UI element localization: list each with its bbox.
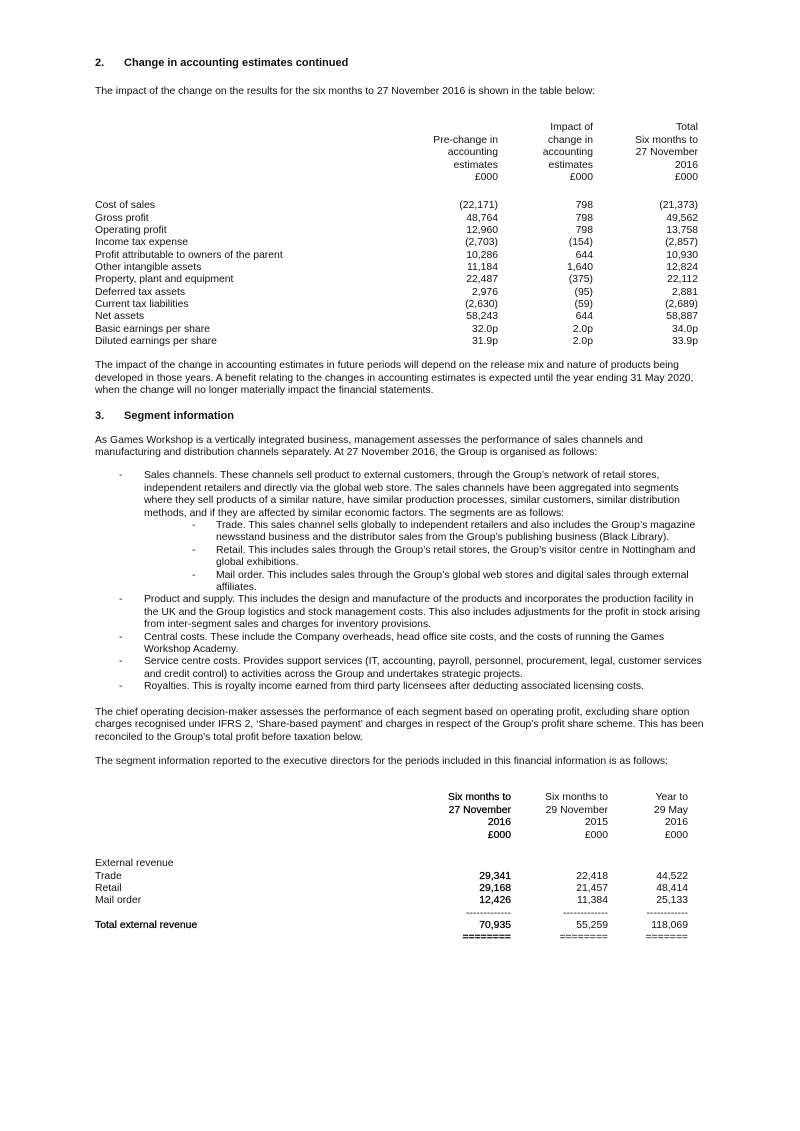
table-row [95,237,705,249]
row-label: Total external revenue [95,919,198,931]
table-row [95,274,705,286]
cell-value: 21,457 [576,882,608,894]
cell-value: 11,184 [466,262,498,274]
segment-table-header [95,792,705,844]
cell-value: 33.9p [671,336,698,348]
table-row [95,895,705,907]
cell-value: (22,171) [459,200,498,212]
table-row [95,299,705,311]
row-label: Other intangible assets [95,262,202,274]
section-2-closing: The impact of the change in accounting estimates in future periods will depend on the release mix and nature of products being developed in those years. A benefit relating to the changes in accounting estimates is expected until the year ending 31 May 2020, when the change will no longer materially impact the financial statements. [95,360,694,397]
table-rule-double [95,932,705,944]
cell-value: 10,930 [666,249,698,261]
cell-value: 58,243 [466,311,498,323]
row-label: Deferred tax assets [95,286,186,298]
list-item: - Royalties. This is royalty income earned from third party licensees after deducting associated licensing costs. [95,681,705,693]
cell-value: (2,689) [665,299,698,311]
section-number: 2. [95,57,105,69]
estimates-table-header [95,122,705,182]
cell-value: 2.0p [572,323,593,335]
row-label: Basic earnings per share [95,323,210,335]
section-3-paragraph-2: The chief operating decision-maker assesses the performance of each segment based on operating profit, excluding share option charges recognised under IFRS 2, ‘Share-based payment’ and charges in respect of the Group’s profit share scheme. This has been reconciled to the Group’s total profit before taxation below. [95,706,704,743]
table-total-row [95,920,705,932]
cell-value: 10,286 [466,249,498,261]
table-row [95,213,705,225]
cell-value: 29,341 [479,870,511,882]
row-label: Mail order [95,895,142,907]
rule-cell: ======== [559,931,608,943]
rule-cell: ------------ [646,907,688,919]
cell-value: (21,373) [659,200,698,212]
cell-value: 2,976 [471,286,498,298]
table-row [95,225,705,237]
cell-value: 48,764 [466,212,498,224]
cell-value: (95) [574,286,593,298]
document-page [95,55,705,944]
section-3-heading [95,410,705,424]
section-2-heading [95,57,705,71]
row-label: Property, plant and equipment [95,274,234,286]
list-item: - Sales channels. These channels sell product to external customers, through the Group’s network of retail stores, independent retailers and directly via the global web store. The sales channels have been aggregated into segments where they sell products of a similar nature, have similar production processes, similar customers, similar distribution methods, and if they are affected by similar economic factors. The segments are as follows: [95,470,705,520]
row-label: Diluted earnings per share [95,336,217,348]
table-row [95,250,705,262]
cell-value: 11,384 [576,895,608,907]
cell-value: 32.0p [471,323,498,335]
list-item: - Service centre costs. Provides support services (IT, accounting, payroll, personnel, procurement, legal, customer services and credit control) to activities across the Group and undertakes strategic projects. [95,656,705,681]
sub-list-item: - Mail order. This includes sales through the Group’s global web stores and digital sales through external affiliates. [95,570,705,595]
section-3-intro: As Games Workshop is a vertically integrated business, management assesses the performance of sales channels and manufacturing and distribution channels separately. At 27 November 2016, the Group is organised as follows: [95,434,643,458]
cell-value: 644 [575,311,593,323]
cell-value: 12,824 [666,262,698,274]
sub-list-item: - Retail. This includes sales through the Group’s retail stores, the Group’s visitor centre in Nottingham and global exhibitions. [95,545,705,570]
segment-list [95,470,705,693]
table-row [95,311,705,323]
cell-value: 12,960 [466,225,498,237]
cell-value: 22,487 [466,274,498,286]
cell-value: 644 [575,249,593,261]
cell-value: 1,640 [566,262,593,274]
cell-value: (154) [568,237,593,249]
row-label: Gross profit [95,212,149,224]
column-header: Total Six months to 27 November 2016 £000 [635,122,698,184]
row-label: Cost of sales [95,200,156,212]
segment-table [95,858,705,944]
cell-value: 2.0p [572,336,593,348]
list-item: - Central costs. These include the Company overheads, head office site costs, and the costs of running the Games Workshop Academy. [95,632,705,657]
cell-value: 48,414 [656,882,688,894]
row-label: Trade [95,870,122,882]
table-group-label [95,858,705,870]
column-header: Impact of change in accounting estimates £000 [542,122,593,184]
column-header: Six months to 27 November 2016 £000 [448,792,511,841]
row-label: Income tax expense [95,237,188,249]
table-row [95,262,705,274]
cell-value: (2,630) [465,299,498,311]
section-2-intro: The impact of the change on the results for the six months to 27 November 2016 is shown in the table below: [95,86,596,97]
cell-value: 22,112 [666,274,698,286]
cell-value: 55,259 [576,919,608,931]
column-header: Pre-change in accounting estimates £000 [433,134,498,184]
estimates-table [95,200,705,348]
row-label: Retail [95,882,122,894]
table-row [95,871,705,883]
cell-value: 29,168 [479,882,511,894]
table-row [95,200,705,212]
cell-value: 118,069 [651,919,688,931]
rule-cell: ======== [462,931,511,943]
table-rule-single [95,908,705,920]
cell-value: 31.9p [471,336,498,348]
section-number: 3. [95,409,105,422]
sub-list-item: - Trade. This sales channel sells globally to independent retailers and also includes the Group’s magazine newsstand business and the distributor sales from the Group’s publishing business (Black Library). [95,520,705,545]
cell-value: 22,418 [576,870,608,882]
cell-value: (2,857) [665,237,698,249]
table-row [95,324,705,336]
cell-value: 44,522 [656,870,688,882]
row-label: Operating profit [95,225,167,237]
table-row [95,883,705,895]
rule-cell: ======= [645,931,688,943]
column-header: Six months to 29 November 2015 £000 [545,792,608,841]
row-label: Profit attributable to owners of the parent [95,249,283,261]
cell-value: 70,935 [479,919,511,931]
cell-value: (59) [574,299,593,311]
cell-value: 13,758 [666,225,698,237]
cell-value: 25,133 [656,895,688,907]
row-label: Current tax liabilities [95,299,189,311]
cell-value: 58,887 [666,311,698,323]
column-header: Year to 29 May 2016 £000 [653,792,688,841]
cell-value: 798 [575,212,593,224]
cell-value: (375) [568,274,593,286]
cell-value: 798 [575,225,593,237]
table-row [95,287,705,299]
section-title: Segment information [124,409,235,422]
table-row [95,336,705,348]
cell-value: 798 [575,200,593,212]
row-label: External revenue [95,858,174,870]
rule-cell: ------------- [466,907,511,919]
section-title: Change in accounting estimates continued [124,57,349,69]
section-3-paragraph-3: The segment information reported to the executive directors for the periods included in this financial information is as follows: [95,755,668,767]
cell-value: 49,562 [666,212,698,224]
row-label: Net assets [95,311,145,323]
cell-value: 12,426 [479,895,511,907]
cell-value: 34.0p [671,323,698,335]
cell-value: 2,881 [671,286,698,298]
rule-cell: ------------- [563,907,608,919]
cell-value: (2,703) [465,237,498,249]
list-item: - Product and supply. This includes the design and manufacture of the products and incorporates the production facility in the UK and the Group logistics and stock management costs. This also includes adjustments for the profit in stock arising from inter-segment sales and charges for inventory provisions. [95,594,705,631]
